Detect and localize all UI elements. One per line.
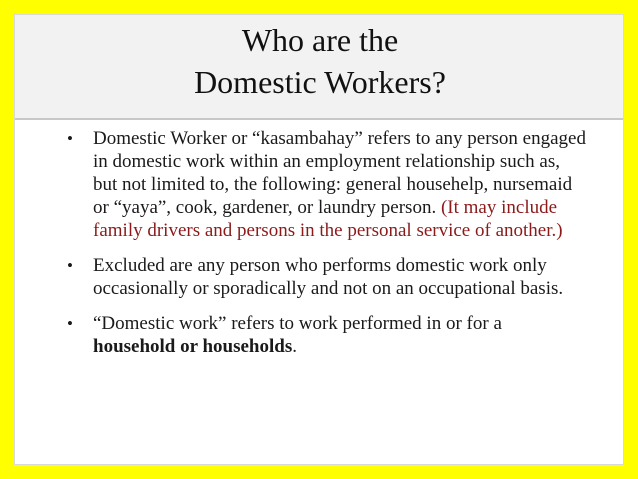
- bullet-text: Domestic Worker or “kasambahay” refers to any person engaged in domestic work within an employment relationship such as, but not limited to, the following: general househelp, nursemaid or “yaya”, cook, gardener, or laundry person.: [93, 128, 586, 218]
- bullet-bold-text: household or households: [93, 336, 293, 357]
- title-band: [15, 15, 623, 120]
- bullet-item-excluded: [67, 254, 587, 300]
- slide: [14, 14, 624, 465]
- bullet-highlight-text: (It may include family drivers and persons in the personal service of another.): [93, 197, 563, 241]
- bullet-text: Excluded are any person who performs domestic work only occasionally or sporadically and not on an occupational basis.: [93, 255, 564, 299]
- bullet-marker: •: [67, 314, 73, 333]
- bullet-list: [67, 127, 587, 370]
- bullet-marker: •: [67, 256, 73, 275]
- bullet-text: “Domestic work” refers to work performed in or for a: [93, 313, 502, 334]
- title-line-1: Who are the: [241, 22, 399, 58]
- bullet-item-domestic-worker: [67, 127, 587, 242]
- title-line-2: Domestic Workers?: [194, 64, 446, 100]
- bullet-marker: •: [67, 129, 73, 148]
- bullet-text-end: .: [292, 336, 297, 357]
- bullet-item-domestic-work: [67, 312, 587, 358]
- slide-title: [105, 19, 535, 103]
